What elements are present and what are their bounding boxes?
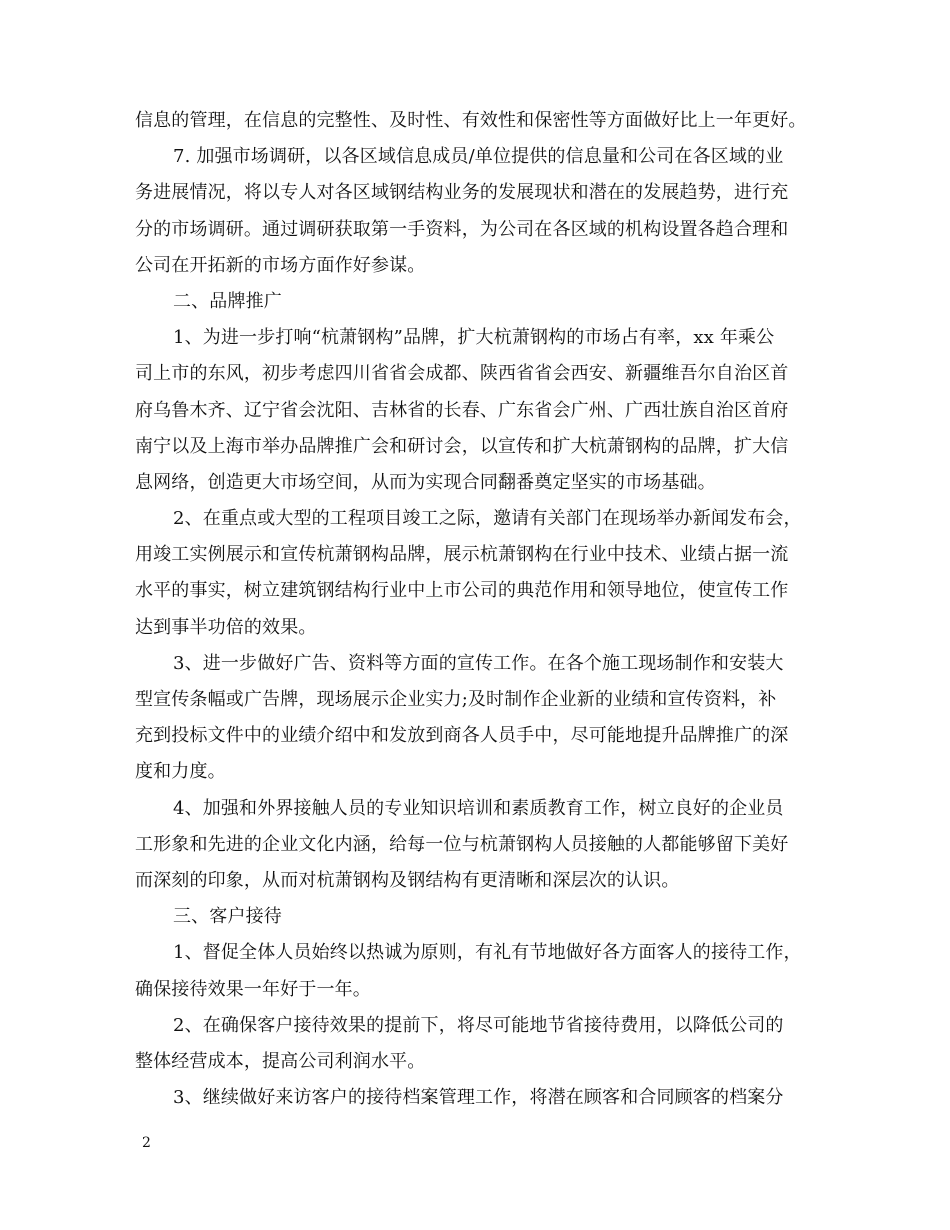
text-line: 整体经营成本，提高公司利润水平。: [135, 1050, 426, 1072]
paragraph-first-line: 2、在确保客户接待效果的提前下，将尽可能地节省接待费用，以降低公司的: [173, 1014, 784, 1036]
paragraph-first-line: 1、督促全体人员始终以热诚为原则，有礼有节地做好各方面客人的接待工作，: [173, 942, 802, 964]
paragraph-first-line: 4、加强和外界接触人员的专业知识培训和素质教育工作，树立良好的企业员: [173, 797, 784, 819]
text-line: 南宁以及上海市举办品牌推广会和研讨会，以宣传和扩大杭萧钢构的品牌，扩大信: [135, 435, 789, 457]
text-line: 公司在开拓新的市场方面作好参谋。: [135, 254, 426, 276]
paragraph-first-line: 7. 加强市场调研，以各区域信息成员/单位提供的信息量和公司在各区域的业: [173, 146, 784, 168]
text-line: 工形象和先进的企业文化内涵，给每一位与杭萧钢构人员接触的人都能够留下美好: [135, 833, 789, 855]
text-line: 司上市的东风，初步考虑四川省省会成都、陕西省省会西安、新疆维吾尔自治区首: [135, 363, 789, 385]
text-line: 分的市场调研。通过调研获取第一手资料，为公司在各区域的机构设置各趋合理和: [135, 218, 789, 240]
text-line: 度和力度。: [135, 761, 226, 783]
text-line: 达到事半功倍的效果。: [135, 616, 317, 638]
section-heading: 三、客户接待: [173, 906, 282, 928]
paragraph-first-line: 3、继续做好来访客户的接待档案管理工作，将潜在顾客和合同顾客的档案分: [173, 1087, 784, 1109]
section-heading: 二、品牌推广: [173, 290, 282, 312]
text-line: 型宣传条幅或广告牌，现场展示企业实力;及时制作企业新的业绩和宣传资料，补: [135, 689, 777, 710]
text-line: 府乌鲁木齐、辽宁省会沈阳、吉林省的长春、广东省会广州、广西壮族自治区首府: [135, 399, 789, 421]
document-body: [135, 103, 825, 1116]
text-line: 确保接待效果一年好于一年。: [135, 978, 371, 1000]
paragraph-first-line: 3、进一步做好广告、资料等方面的宣传工作。在各个施工现场制作和安装大: [173, 652, 784, 674]
text-line: 务进展情况，将以专人对各区域钢结构业务的发展现状和潜在的发展趋势，进行充: [135, 182, 789, 204]
text-line: 息网络，创造更大市场空间，从而为实现合同翻番奠定坚实的市场基础。: [135, 471, 716, 493]
text-line: 信息的管理，在信息的完整性、及时性、有效性和保密性等方面做好比上一年更好。: [135, 110, 807, 131]
text-line: 用竣工实例展示和宣传杭萧钢构品牌，展示杭萧钢构在行业中技术、业绩占据一流: [135, 544, 789, 566]
paragraph-first-line: 2、在重点或大型的工程项目竣工之际，邀请有关部门在现场举办新闻发布会，: [173, 508, 802, 530]
text-line: 充到投标文件中的业绩介绍中和发放到商各人员手中，尽可能地提升品牌推广的深: [135, 725, 789, 747]
paragraph-first-line: 1、为进一步打响“杭萧钢构”品牌，扩大杭萧钢构的市场占有率，xx 年乘公: [173, 327, 775, 349]
page-number: 2: [142, 1135, 151, 1151]
text-line: 水平的事实，树立建筑钢结构行业中上市公司的典范作用和领导地位，使宣传工作: [135, 580, 789, 602]
text-line: 而深刻的印象，从而对杭萧钢构及钢结构有更清晰和深层次的认识。: [135, 869, 680, 891]
